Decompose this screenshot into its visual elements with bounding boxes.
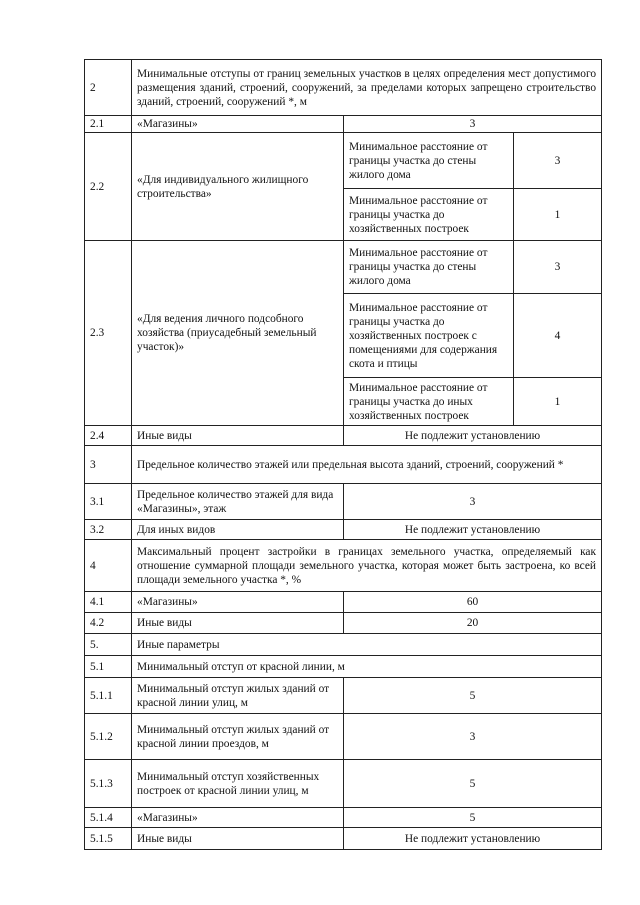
table-row [85, 116, 602, 133]
sub-criterion: Минимальное расстояние от границы участка до иных хозяйственных построек [344, 378, 514, 426]
row-value: 5 [344, 678, 602, 714]
row-number: 2.4 [85, 426, 132, 446]
row-label: Минимальный отступ жилых зданий от красной линии улиц, м [132, 678, 344, 714]
row-number: 3.2 [85, 520, 132, 540]
row-label: Иные виды [132, 426, 344, 446]
row-value: 60 [344, 592, 602, 613]
row-value: Не подлежит установлению [344, 426, 602, 446]
row-number: 2.1 [85, 116, 132, 133]
row-label: Минимальный отступ жилых зданий от красной линии проездов, м [132, 714, 344, 760]
row-value: Не подлежит установлению [344, 828, 602, 850]
table-row [85, 613, 602, 634]
row-number: 2.3 [85, 241, 132, 426]
table-row [85, 540, 602, 592]
row-number: 4 [85, 540, 132, 592]
row-label: Иные виды [132, 828, 344, 850]
section-heading: Предельное количество этажей или предельная высота зданий, строений, сооружений * [132, 446, 602, 484]
row-number: 3.1 [85, 484, 132, 520]
table-row [85, 241, 602, 294]
row-label: Предельное количество этажей для вида «Магазины», этаж [132, 484, 344, 520]
row-value: 5 [344, 760, 602, 808]
row-label: «Магазины» [132, 808, 344, 828]
table-row [85, 656, 602, 678]
row-label: «Для индивидуального жилищного строительства» [132, 133, 344, 241]
row-number: 3 [85, 446, 132, 484]
section-heading: Максимальный процент застройки в границах земельного участка, определяемый как отношение суммарной площади земельного участка, которая может быть застроена, ко всей площади земельного участка *, % [132, 540, 602, 592]
section-heading: Иные параметры [132, 634, 602, 656]
row-number: 5.1.2 [85, 714, 132, 760]
row-number: 5. [85, 634, 132, 656]
row-number: 4.2 [85, 613, 132, 634]
table-row [85, 714, 602, 760]
row-value: Не подлежит установлению [344, 520, 602, 540]
row-value: 5 [344, 808, 602, 828]
sub-value: 3 [514, 241, 602, 294]
row-value: 20 [344, 613, 602, 634]
row-label: Для иных видов [132, 520, 344, 540]
row-number: 5.1.1 [85, 678, 132, 714]
table-row [85, 484, 602, 520]
table-row [85, 592, 602, 613]
row-number: 5.1.5 [85, 828, 132, 850]
sub-value: 3 [514, 133, 602, 189]
table-row [85, 446, 602, 484]
row-label: Иные виды [132, 613, 344, 634]
table-row [85, 520, 602, 540]
row-label: «Для ведения личного подсобного хозяйства (приусадебный земельный участок)» [132, 241, 344, 426]
row-number: 5.1 [85, 656, 132, 678]
row-value: 3 [344, 714, 602, 760]
row-value: 3 [344, 484, 602, 520]
table-row [85, 634, 602, 656]
table-row [85, 760, 602, 808]
section-heading: Минимальные отступы от границ земельных участков в целях определения мест допустимого размещения зданий, строений, сооружений, за пределами которых запрещено строительство зданий, строений, сооружений *, м [132, 60, 602, 116]
row-label: «Магазины» [132, 592, 344, 613]
row-number: 2 [85, 60, 132, 116]
table-row [85, 678, 602, 714]
sub-criterion: Минимальное расстояние от границы участка до стены жилого дома [344, 133, 514, 189]
sub-value: 4 [514, 294, 602, 378]
sub-criterion: Минимальное расстояние от границы участка до хозяйственных построек с помещениями для содержания скота и птицы [344, 294, 514, 378]
table-row [85, 60, 602, 116]
row-number: 5.1.3 [85, 760, 132, 808]
table-row [85, 133, 602, 189]
table-row [85, 426, 602, 446]
parameters-table [84, 59, 602, 850]
sub-value: 1 [514, 378, 602, 426]
sub-criterion: Минимальное расстояние от границы участка до стены жилого дома [344, 241, 514, 294]
sub-criterion: Минимальное расстояние от границы участка до хозяйственных построек [344, 189, 514, 241]
table-row [85, 808, 602, 828]
table-row [85, 828, 602, 850]
row-value: 3 [344, 116, 602, 133]
section-heading: Минимальный отступ от красной линии, м [132, 656, 602, 678]
sub-value: 1 [514, 189, 602, 241]
row-label: «Магазины» [132, 116, 344, 133]
row-number: 5.1.4 [85, 808, 132, 828]
row-number: 4.1 [85, 592, 132, 613]
row-number: 2.2 [85, 133, 132, 241]
row-label: Минимальный отступ хозяйственных построек от красной линии улиц, м [132, 760, 344, 808]
